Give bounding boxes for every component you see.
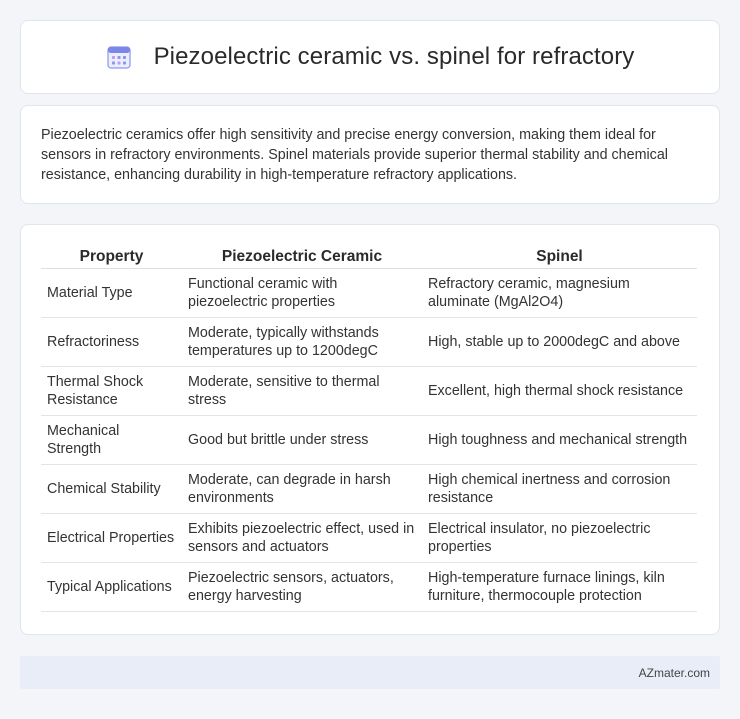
piezoelectric-cell: Moderate, sensitive to thermal stress <box>182 366 422 415</box>
intro-card <box>20 105 720 204</box>
table-header-row <box>41 245 697 268</box>
spinel-cell: High-temperature furnace linings, kiln furniture, thermocouple protection <box>422 562 697 611</box>
piezoelectric-cell: Exhibits piezoelectric effect, used in sensors and actuators <box>182 513 422 562</box>
piezoelectric-cell: Moderate, typically withstands temperatures up to 1200degC <box>182 317 422 366</box>
spinel-cell: High toughness and mechanical strength <box>422 415 697 464</box>
property-cell: Chemical Stability <box>41 464 182 513</box>
spinel-cell: Electrical insulator, no piezoelectric properties <box>422 513 697 562</box>
table-row <box>41 562 697 611</box>
piezoelectric-cell: Piezoelectric sensors, actuators, energy harvesting <box>182 562 422 611</box>
comparison-card <box>20 224 720 635</box>
spinel-cell: High chemical inertness and corrosion resistance <box>422 464 697 513</box>
spinel-cell: High, stable up to 2000degC and above <box>422 317 697 366</box>
piezoelectric-cell: Functional ceramic with piezoelectric properties <box>182 268 422 317</box>
intro-text: Piezoelectric ceramics offer high sensitivity and precise energy conversion, making them ideal for sensors in refractory environments. Spinel materials provide superior thermal stability and chemical resistance, enhancing durability in high-temperature refractory applications. <box>41 127 668 183</box>
property-cell: Typical Applications <box>41 562 182 611</box>
property-cell: Electrical Properties <box>41 513 182 562</box>
piezoelectric-cell: Moderate, can degrade in harsh environments <box>182 464 422 513</box>
comparison-table <box>41 245 697 612</box>
piezoelectric-cell: Good but brittle under stress <box>182 415 422 464</box>
footer-brand[interactable]: AZmater.com <box>638 665 710 680</box>
column-header: Piezoelectric Ceramic <box>182 245 422 268</box>
property-cell: Material Type <box>41 268 182 317</box>
table-row <box>41 268 697 317</box>
spinel-cell: Refractory ceramic, magnesium aluminate (MgAl2O4) <box>422 268 697 317</box>
column-header: Spinel <box>422 245 697 268</box>
page-title: Piezoelectric ceramic vs. spinel for refractory <box>153 43 635 70</box>
table-row <box>41 366 697 415</box>
table-row <box>41 464 697 513</box>
table-row <box>41 317 697 366</box>
property-cell: Mechanical Strength <box>41 415 182 464</box>
table-row <box>41 415 697 464</box>
calendar-icon <box>106 44 132 70</box>
title-card <box>20 20 720 94</box>
spinel-cell: Excellent, high thermal shock resistance <box>422 366 697 415</box>
property-cell: Refractoriness <box>41 317 182 366</box>
footer-bar <box>20 656 720 689</box>
table-row <box>41 513 697 562</box>
property-cell: Thermal Shock Resistance <box>41 366 182 415</box>
column-header: Property <box>41 245 182 268</box>
